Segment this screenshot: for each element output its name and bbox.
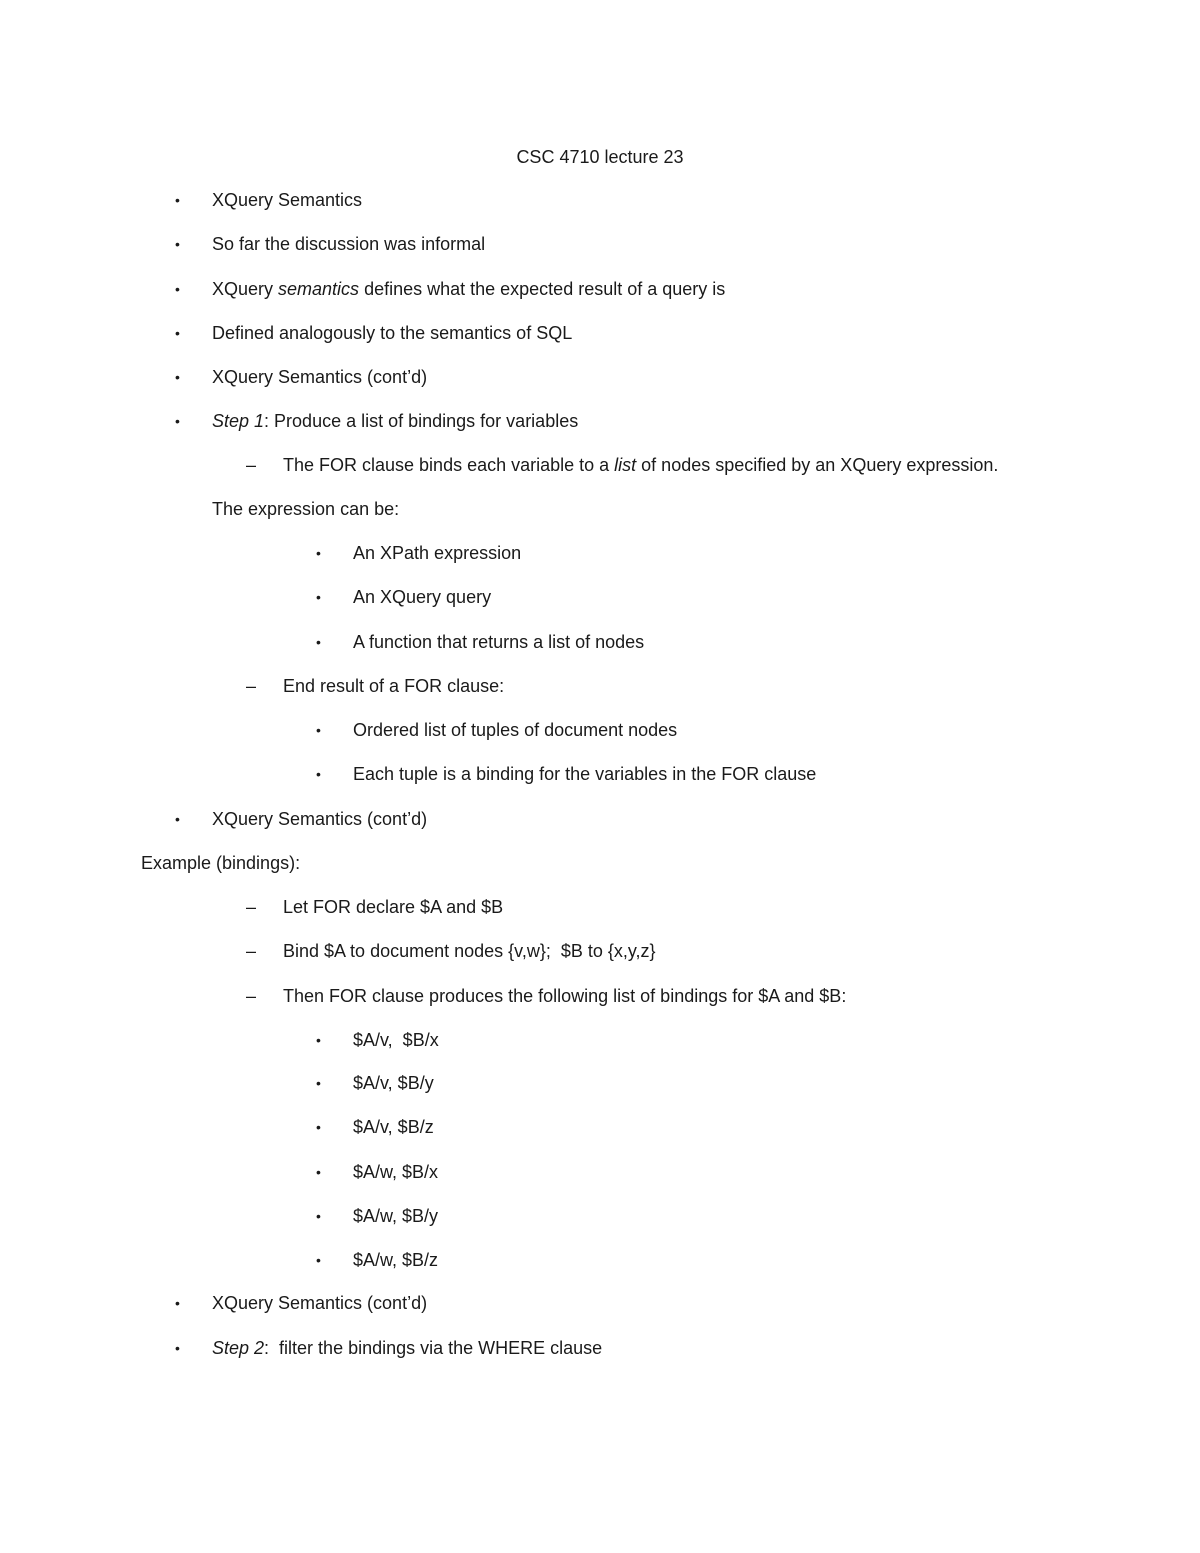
bullet-icon: • bbox=[316, 1252, 321, 1268]
bullet-icon: • bbox=[316, 722, 321, 738]
list-item: $A/v, $B/y bbox=[353, 1073, 434, 1093]
list-item: Bind $A to document nodes {v,w}; $B to {x,y,z} bbox=[283, 941, 656, 961]
dash-icon: – bbox=[246, 941, 257, 961]
bullet-icon: • bbox=[316, 589, 321, 605]
bullet-icon: • bbox=[175, 369, 180, 385]
dash-icon: – bbox=[246, 986, 257, 1006]
bullet-icon: • bbox=[316, 634, 321, 650]
list-item: Step 2: filter the bindings via the WHERE clause bbox=[212, 1338, 603, 1358]
list-item: XQuery Semantics (cont’d) bbox=[212, 367, 428, 387]
bullet-icon: • bbox=[316, 1119, 321, 1135]
bullet-icon: • bbox=[316, 1164, 321, 1180]
list-item: So far the discussion was informal bbox=[212, 234, 486, 254]
list-item: A function that returns a list of nodes bbox=[353, 632, 645, 652]
bullet-icon: • bbox=[175, 811, 180, 827]
list-item: $A/w, $B/z bbox=[353, 1250, 439, 1270]
list-item: The FOR clause binds each variable to a list of nodes specified by an XQuery expression. bbox=[283, 455, 999, 475]
bullet-icon: • bbox=[175, 1295, 180, 1311]
list-item: An XPath expression bbox=[353, 543, 522, 563]
list-item: Each tuple is a binding for the variables in the FOR clause bbox=[353, 764, 817, 784]
list-item: End result of a FOR clause: bbox=[283, 676, 505, 696]
bullet-icon: • bbox=[175, 1340, 180, 1356]
dash-icon: – bbox=[246, 676, 257, 696]
dash-icon: – bbox=[246, 455, 257, 475]
bullet-icon: • bbox=[316, 545, 321, 561]
bullet-icon: • bbox=[316, 1075, 321, 1091]
list-item: Then FOR clause produces the following list of bindings for $A and $B: bbox=[283, 986, 847, 1006]
bullet-icon: • bbox=[175, 413, 180, 429]
list-item: Defined analogously to the semantics of SQL bbox=[212, 323, 573, 343]
dash-icon: – bbox=[246, 897, 257, 917]
list-item: Let FOR declare $A and $B bbox=[283, 897, 504, 917]
bullet-icon: • bbox=[316, 1032, 321, 1048]
bullet-icon: • bbox=[316, 766, 321, 782]
bullet-icon: • bbox=[175, 192, 180, 208]
paragraph: Example (bindings): bbox=[141, 853, 301, 873]
list-item: Ordered list of tuples of document nodes bbox=[353, 720, 678, 740]
list-item: XQuery semantics defines what the expected result of a query is bbox=[212, 279, 726, 299]
list-item: An XQuery query bbox=[353, 587, 492, 607]
bullet-icon: • bbox=[175, 325, 180, 341]
list-item: XQuery Semantics (cont’d) bbox=[212, 1293, 428, 1313]
bullet-icon: • bbox=[316, 1208, 321, 1224]
list-item: $A/v, $B/x bbox=[353, 1030, 439, 1050]
bullet-icon: • bbox=[175, 281, 180, 297]
paragraph: The expression can be: bbox=[212, 499, 400, 519]
list-item: $A/w, $B/x bbox=[353, 1162, 439, 1182]
list-item: $A/w, $B/y bbox=[353, 1206, 439, 1226]
list-item: $A/v, $B/z bbox=[353, 1117, 434, 1137]
list-item: XQuery Semantics bbox=[212, 190, 363, 210]
page-title: CSC 4710 lecture 23 bbox=[516, 147, 684, 167]
list-item: XQuery Semantics (cont’d) bbox=[212, 809, 428, 829]
bullet-icon: • bbox=[175, 236, 180, 252]
list-item: Step 1: Produce a list of bindings for variables bbox=[212, 411, 579, 431]
